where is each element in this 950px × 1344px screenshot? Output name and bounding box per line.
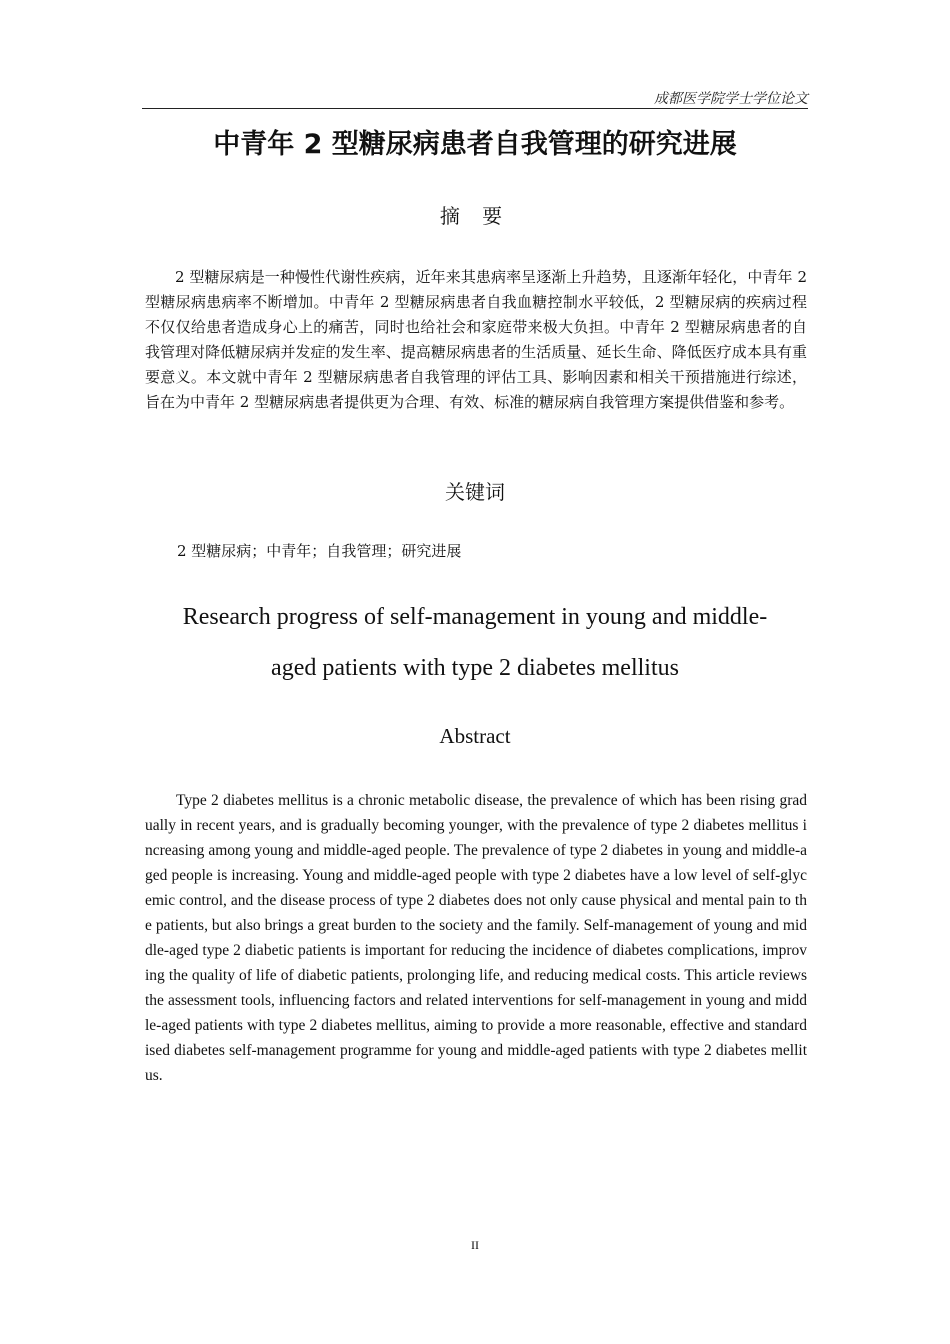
abstract-heading-english: Abstract — [439, 724, 511, 748]
keywords-body-chinese: 2 型糖尿病；中青年；自我管理；研究进展 — [177, 542, 462, 560]
header-rule — [142, 108, 808, 109]
title-english — [142, 592, 808, 694]
title-english-line-2: aged patients with type 2 diabetes mellitus — [271, 655, 679, 681]
abstract-body-chinese: 2 型糖尿病是一种慢性代谢性疾病，近年来其患病率呈逐渐上升趋势，且逐渐年轻化，中青年 2 型糖尿病患病率不断增加。中青年 2 型糖尿病患者自我血糖控制水平较低，2 型糖尿病的疾病过程不仅仅给患者造成身心上的痛苦，同时也给社会和家庭带来极大负担。中青年 2 型糖尿病患者的自我管理对降低糖尿病并发症的发生率、提高糖尿病患者的生活质量、延长生命、降低医疗成本具有重要意义。本文就中青年 2 型糖尿病患者自我管理的评估工具、影响因素和相关干预措施进行综述，旨在为中青年 2 型糖尿病患者提供更为合理、有效、标准的糖尿病自我管理方案提供借鉴和参考。 — [145, 268, 807, 411]
abstract-body-english: Type 2 diabetes mellitus is a chronic metabolic disease, the prevalence of which has been rising gradually in recent years, and is gradually becoming younger, with the prevalence of type 2 diabetes mellitus increasing among young and middle-aged people. The prevalence of type 2 diabetes in young and middle-aged people is increasing. Young and middle-aged people with type 2 diabetes have a low level of self-glycemic control, and the disease process of type 2 diabetes does not only cause physical and mental pain to the patients, but also brings a great burden to the society and the family. Self-management of young and middle-aged type 2 diabetic patients is important for reducing the incidence of diabetes complications, improving the quality of life of diabetic patients, prolonging life, and reducing medical costs. This article reviews the assessment tools, influencing factors and related interventions for self-management in young and middle-aged patients with type 2 diabetes mellitus, aiming to provide a more reasonable, effective and standardised diabetes self-management programme for young and middle-aged patients with type 2 diabetes mellitus. — [145, 792, 807, 1084]
title-english-line-1: Research progress of self-management in young and middle- — [182, 604, 768, 630]
keywords-heading-chinese: 关键词 — [445, 480, 505, 504]
running-header: 成都医学院学士学位论文 — [654, 91, 808, 107]
title-chinese: 中青年 2 型糖尿病患者自我管理的研究进展 — [213, 129, 737, 160]
abstract-heading-chinese: 摘 要 — [439, 204, 511, 228]
page-number: II — [471, 1238, 479, 1252]
